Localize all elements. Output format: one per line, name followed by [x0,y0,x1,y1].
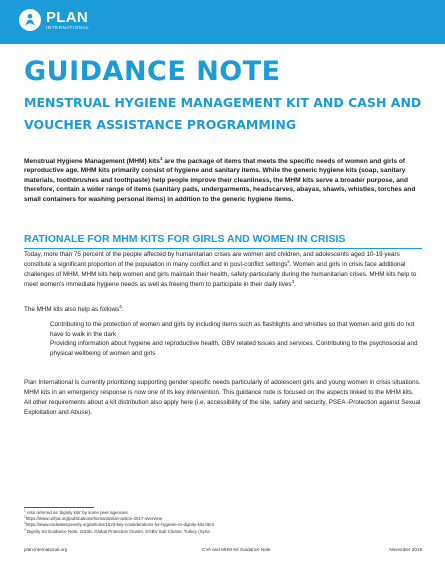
intro-text: are the package of items that meets the specific needs of women and girls of reproductive age. MHM kits primarily consist of hygiene and sanitary items. While the generic hygiene kits (soap, sanitary materials, toothbrushes and toothpaste) help people improve their cleanliness, the MHM kits serve a broader purpose, and therefore, contain a wider range of items (sanitary pads, undergarments, headscarves, abayas, shawls, whistles, torches and small containers for washing personal items) in addition to the generic hygiene items. [24,158,416,203]
section-heading: RATIONALE FOR MHM KITS FOR GIRLS AND WOMEN IN CRISIS [24,233,422,249]
footer-date: November 2019 [389,547,422,552]
plan-logo[interactable] [19,9,89,31]
footnote: $^2$https://www.unfpa.org/publications/humanitarian-action-2017-overview [24,514,163,522]
kits-help-paragraph: The MHM kits also help as follows$^4$: [24,303,124,313]
footnote-ref-3[interactable]: 3 [291,278,295,284]
footnote-divider [24,507,94,508]
plan-logo-icon [19,9,41,31]
footnote: $^4$ Dignity Kit Guidance Note, 2015b. Global Protection Cluster, SGBV Sub Cluster, Turkey (Syria [24,527,210,534]
footer-website[interactable]: plan-international.org [24,547,68,552]
document-title: GUIDANCE NOTE [24,56,281,87]
footnote: $^1$ Also referred as 'dignity kits' by some peer agencies [24,508,128,515]
header-band [0,0,445,44]
footnote: $^3$https://www.endwaterpoverty.org/articles/1623-key-considerations-for-hygiene-or-dignity-kits.html [24,520,214,528]
list-item: Contributing to the protection of women and girls by including items such as flashlights and whistles so that women and girls do not have to walk in the dark [50,321,415,338]
logo-name: PLAN [46,8,89,26]
footnotes [24,510,422,535]
footnote-link[interactable]: https://www.endwaterpoverty.org/articles/1623-key-considerations-for-hygiene-or-dignity-kits.html [25,522,214,528]
rationale-paragraph: Today, more than 75 percent of the people affected by humanitarian crises are women and children, and adolescents aged 10-19 years constitute a significant proportion of the population in many conflict and in post-conflict settings$^2$. Women and girls in crisis face additional challenges of MHM. MHM kits help women and girls maintain their health, safety particularly during the humanitarian crises. MHM kits help to meet women's immediate hygiene needs as well as freeing them to participate in their daily lives$^3$. [24,251,417,288]
benefit-list [50,320,422,358]
intro-lead: Menstrual Hygiene Management (MHM) kits [24,158,160,165]
plan-priority-paragraph: Plan International is currently prioritizing supporting gender specific needs particularly of adolescent girls and young women in crisis situations. MHM kits in an emergency response is now one of its key intervention. This guidance note is focused on the aspects linked to the MHM kits. All other requirements about a kit distribution also apply here (i.e, accessibility of the site, safety and security, PSEA -Protection against Sexual Exploitation and Abuse). [24,379,421,416]
logo-subtitle: INTERNATIONAL [46,24,90,30]
footnote-link[interactable]: https://www.unfpa.org/publications/humanitarian-action-2017-overview [25,516,163,522]
footnote-ref-2[interactable]: 2 [287,258,290,264]
list-item: Providing information about hygiene and reproductive health, GBV related issues and services. Contributing to the psychosocial and physical wellbeing of women and girls [50,340,418,357]
page-footer [24,547,422,555]
intro-paragraph [24,157,422,204]
footnote-ref-4[interactable]: 4 [119,303,122,309]
document-subtitle: MENSTRUAL HYGIENE MANAGEMENT KIT AND CASH AND VOUCHER ASSISTANCE PROGRAMMING [24,95,422,132]
footnote-ref-1[interactable]: 1 [159,155,163,161]
footer-document-name: CVA and MHM Kit Guidance Note [202,547,271,552]
